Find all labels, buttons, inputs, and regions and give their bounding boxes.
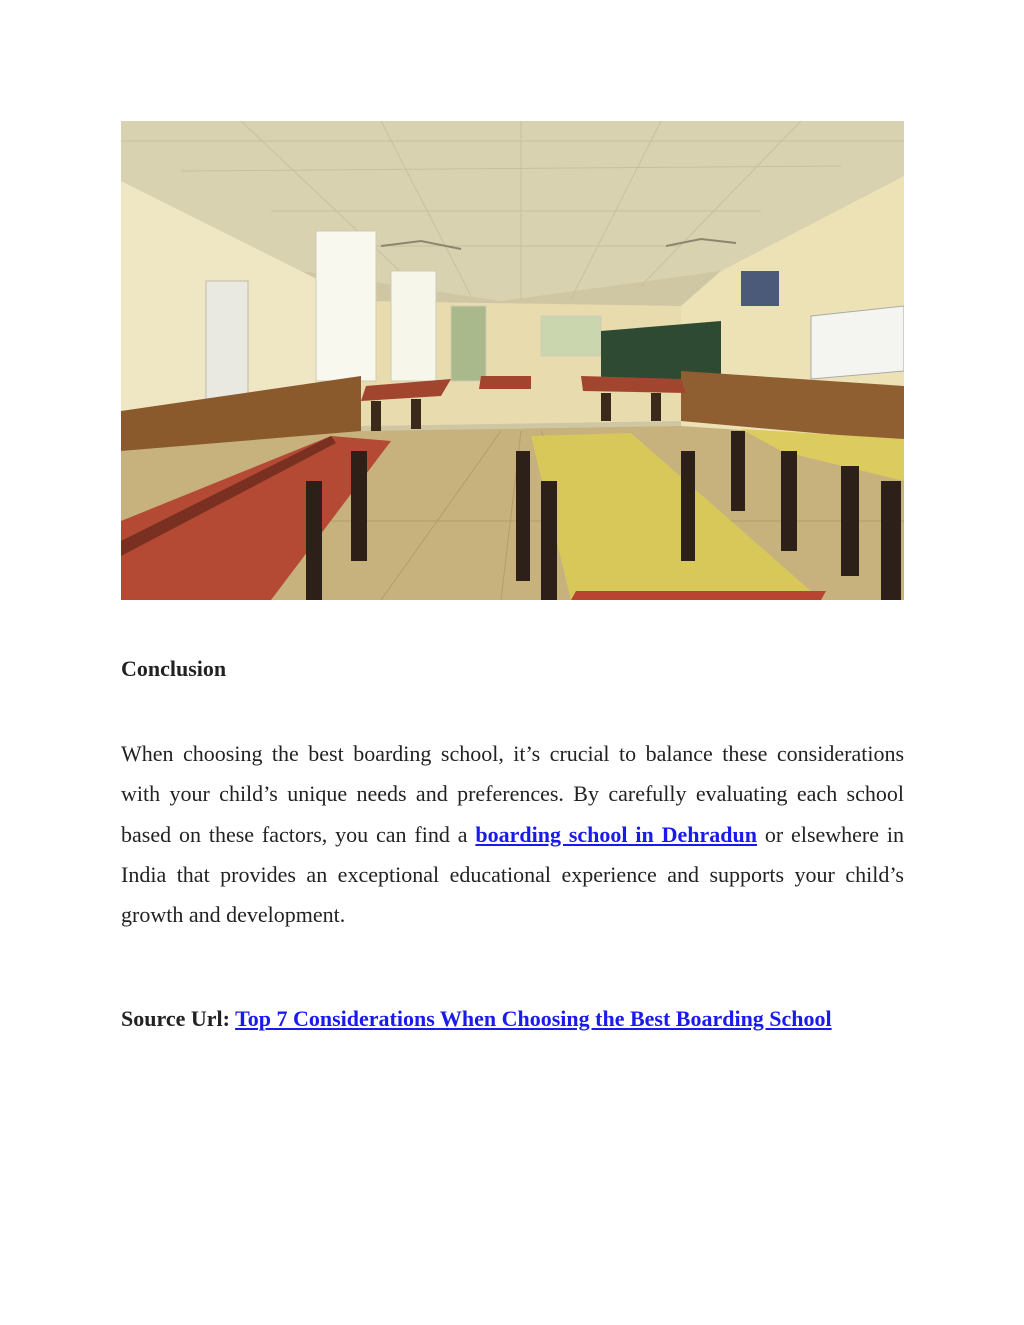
conclusion-heading: Conclusion	[121, 656, 227, 681]
source-article-link[interactable]: Top 7 Considerations When Choosing the Best Boarding School	[235, 1006, 832, 1031]
conclusion-text-before-link: When choosing the best boarding school, it’s crucial to balance these considerations with your child’s unique needs and preferences. By carefully evaluating each school based on these factors, you can find a	[121, 741, 904, 847]
boarding-school-dehradun-link[interactable]: boarding school in Dehradun	[475, 821, 757, 847]
source-url-label: Source Url:	[121, 1006, 230, 1031]
conclusion-paragraph	[121, 734, 904, 935]
dining-hall-illustration	[121, 121, 904, 600]
conclusion-text-after-link: or elsewhere in India that provides an exceptional educational experience and supports your child’s growth and development.	[121, 821, 904, 928]
source-url-line	[121, 986, 904, 1052]
dining-hall-photo	[121, 121, 904, 600]
